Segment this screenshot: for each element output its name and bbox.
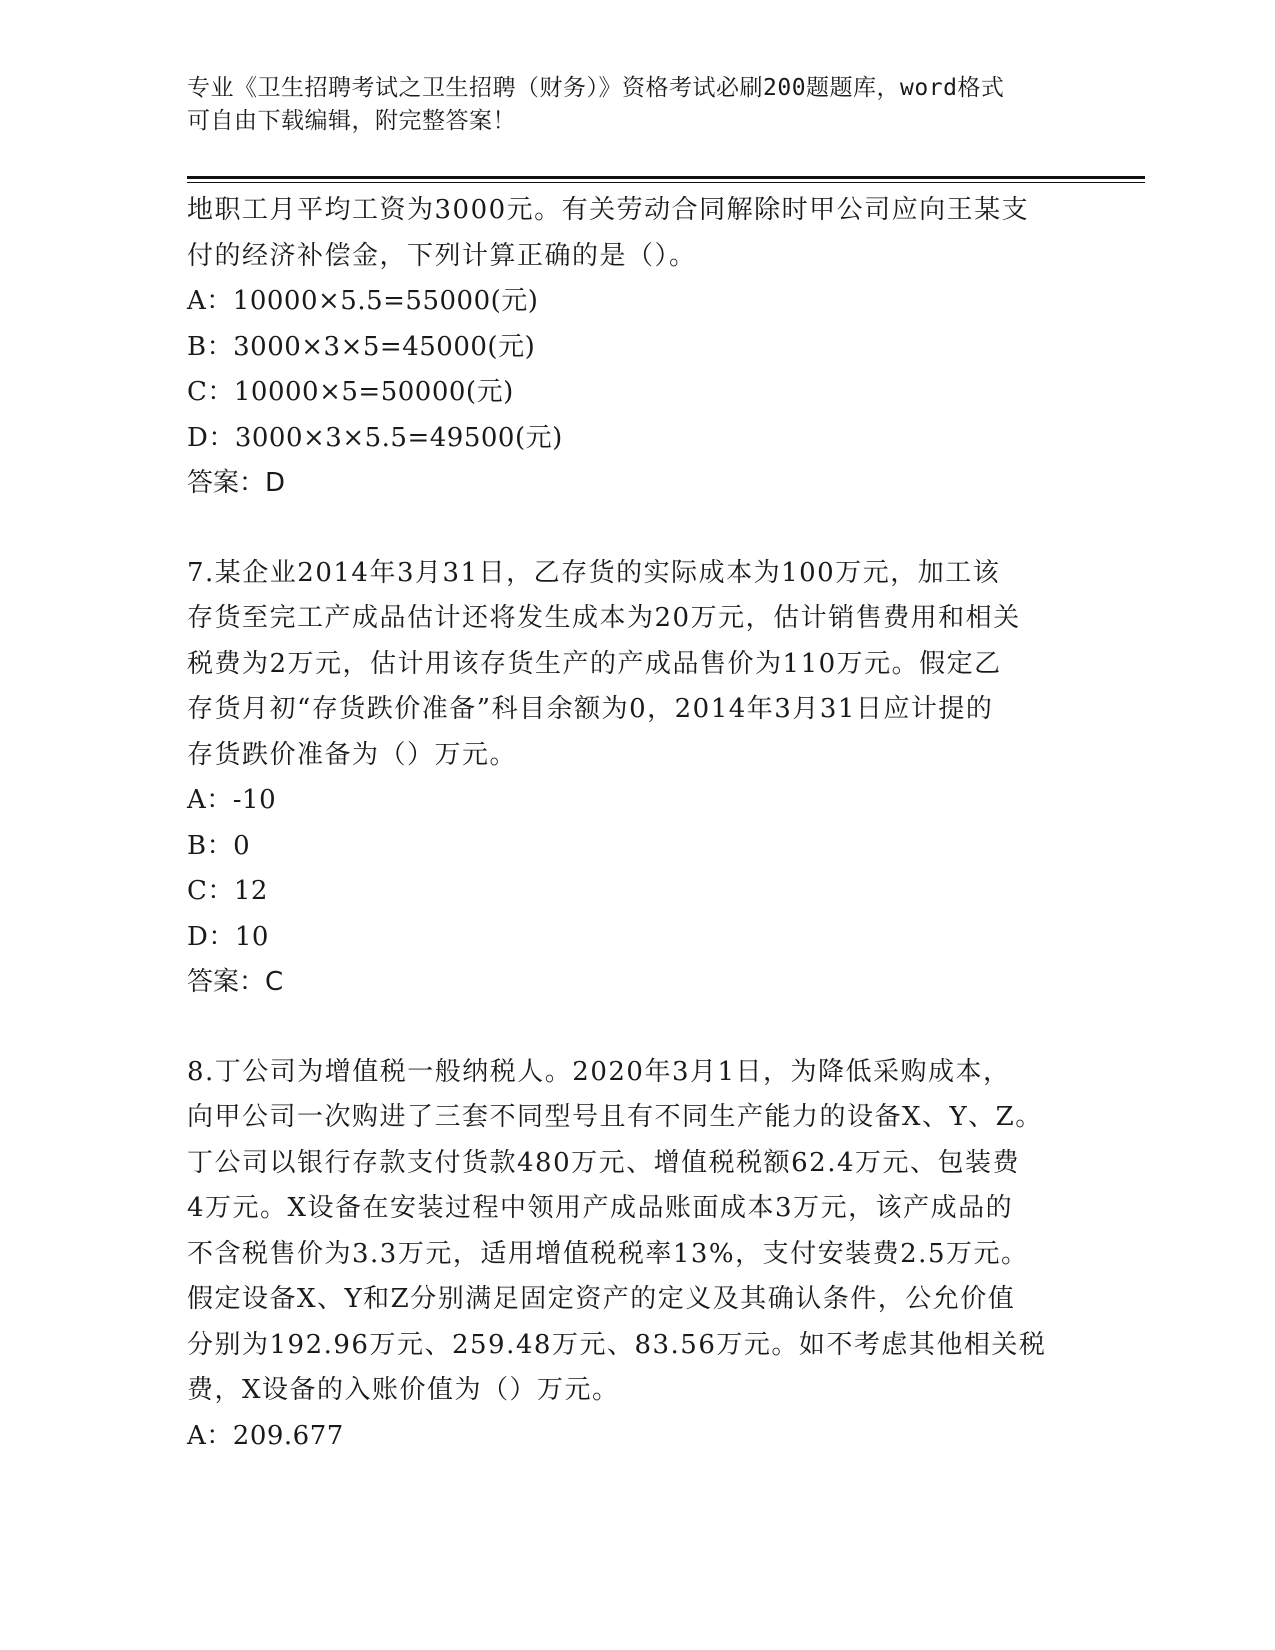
option-a: A：10000×5.5=55000(元) <box>187 286 539 316</box>
option-a: A：209.677 <box>187 1420 344 1451</box>
document-header <box>187 72 1067 138</box>
answer-line: 答案：C <box>187 967 284 997</box>
question-text-line: 地职工月平均工资为3000元。有关劳动合同解除时甲公司应向王某支 <box>187 195 1030 225</box>
header-line-1: 专业《卫生招聘考试之卫生招聘（财务）》资格考试必刷200题题库，word格式 <box>187 75 1005 101</box>
option-b: B：3000×3×5=45000(元) <box>187 331 536 362</box>
option-a: A：-10 <box>187 785 277 815</box>
header-line-2: 可自由下载编辑，附完整答案！ <box>187 108 516 134</box>
question-text-line: 存货跌价准备为（）万元。 <box>187 739 518 770</box>
question-text-line: 假定设备X、Y和Z分别满足固定资产的定义及其确认条件，公允价值 <box>187 1284 1016 1314</box>
spacer <box>187 1006 1077 1050</box>
option-c: C：12 <box>187 876 268 906</box>
option-d: D：10 <box>187 921 269 952</box>
question-text-line: 7.某企业2014年3月31日，乙存货的实际成本为100万元，加工该 <box>187 557 1001 588</box>
question-text-line: 分别为192.96万元、259.48万元、83.56万元。如不考虑其他相关税 <box>187 1329 1047 1360</box>
question-text-line: 不含税售价为3.3万元，适用增值税税率13%，支付安装费2.5万元。 <box>187 1238 1029 1269</box>
question-text-line: 存货月初“存货跌价准备”科目余额为0，2014年3月31日应计提的 <box>187 694 994 724</box>
question-text-line: 存货至完工产成品估计还将发生成本为20万元，估计销售费用和相关 <box>187 603 1021 633</box>
question-text-line: 税费为2万元，估计用该存货生产的产成品售价为110万元。假定乙 <box>187 648 1002 679</box>
spacer <box>187 507 1077 551</box>
header-divider-thin <box>187 182 1145 183</box>
question-text-line: 丁公司以银行存款支付货款480万元、增值税税额62.4万元、包装费 <box>187 1147 1021 1178</box>
header-divider-thick <box>187 176 1145 179</box>
question-text-line: 4万元。X设备在安装过程中领用产成品账面成本3万元，该产成品的 <box>187 1193 1014 1223</box>
option-c: C：10000×5=50000(元) <box>187 377 514 407</box>
question-text-line: 费，X设备的入账价值为（）万元。 <box>187 1375 620 1405</box>
question-6-continuation <box>187 188 1077 507</box>
question-text-line: 8.丁公司为增值税一般纳税人。2020年3月1日，为降低采购成本， <box>187 1056 1011 1087</box>
question-text-line: 向甲公司一次购进了三套不同型号且有不同生产能力的设备X、Y、Z。 <box>187 1102 1043 1132</box>
question-8 <box>187 1050 1077 1460</box>
option-d: D：3000×3×5.5=49500(元) <box>187 422 563 453</box>
question-7 <box>187 551 1077 1006</box>
answer-line: 答案：D <box>187 468 286 498</box>
document-body <box>187 188 1077 1459</box>
option-b: B：0 <box>187 830 251 861</box>
question-text-line: 付的经济补偿金，下列计算正确的是（）。 <box>187 240 697 271</box>
